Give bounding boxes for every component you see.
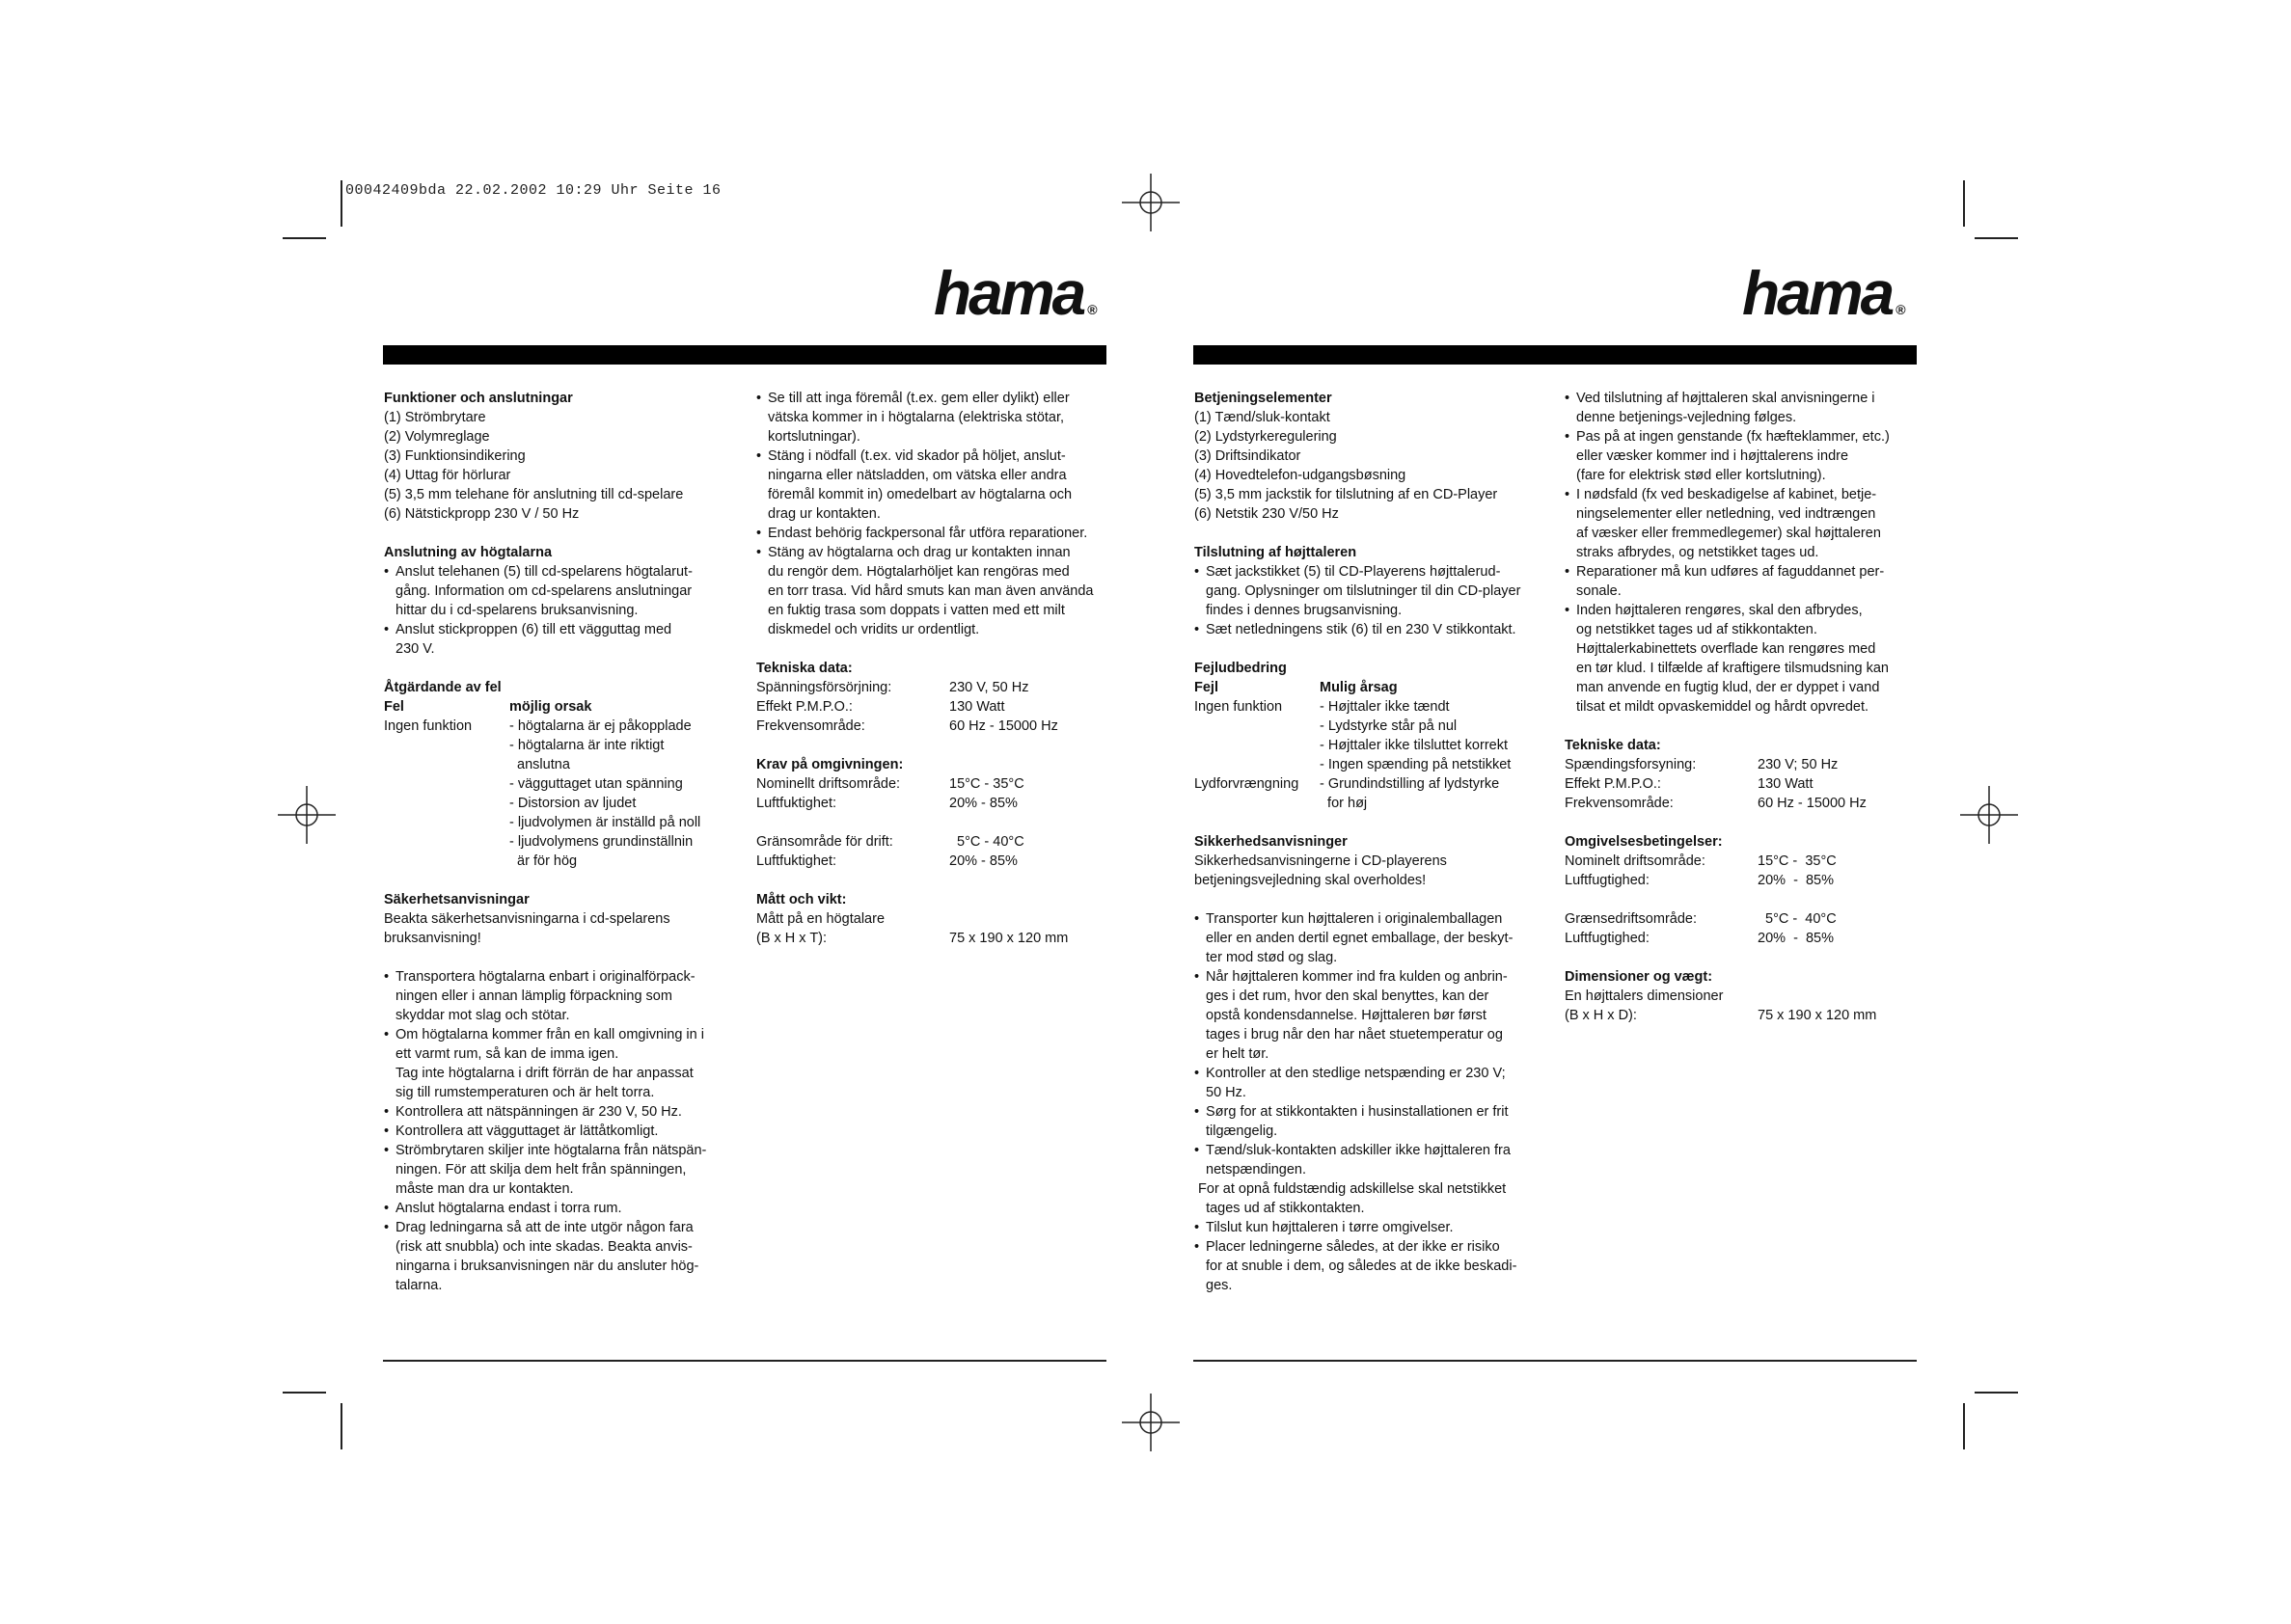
trouble-row (1194, 755, 1551, 774)
spacer (384, 524, 741, 543)
row-label: Luftfugtighed: (1565, 931, 1650, 946)
row-value: 130 Watt (949, 699, 1005, 715)
bullet-icon: • (1194, 969, 1200, 985)
section-heading: Omgivelsesbetingelser: (1565, 834, 1723, 850)
row-value: - Ingen spænding på netstikket (1320, 757, 1512, 772)
bullet-line: man anvende en fugtig klud, der er dyppet i vand (1576, 680, 1880, 695)
bullet-item (1565, 601, 1922, 717)
section-heading: Tekniske data: (1565, 738, 1661, 753)
bullet-icon: • (384, 1143, 390, 1158)
bullet-line: Tænd/sluk-kontakten adskiller ikke højttaleren fra (1206, 1143, 1511, 1158)
bullet-line: föremål kommit in) omedelbart av högtalarna och (768, 487, 1073, 502)
trouble-row (384, 717, 741, 736)
registration-mark-icon (1960, 786, 2018, 844)
bullet-line: kortslutningar). (768, 429, 860, 445)
bullet-item (1194, 620, 1551, 639)
spacer (1565, 813, 1922, 832)
row-label: Frekvensområde: (1565, 796, 1674, 811)
spacer (756, 813, 1113, 832)
bullet-item (1565, 389, 1922, 427)
bullet-item (1565, 427, 1922, 485)
row-value: anslutna (509, 757, 570, 772)
row-value: - Lydstyrke står på nul (1320, 718, 1458, 734)
spacer (756, 639, 1113, 659)
row-label (384, 755, 509, 774)
row-value: 75 x 190 x 120 mm (949, 931, 1069, 946)
text-line: (2) Volymreglage (384, 429, 490, 445)
spec-row (1565, 852, 1922, 871)
bullet-icon: • (1194, 1143, 1200, 1158)
row-value: 60 Hz - 15000 Hz (949, 718, 1058, 734)
bullet-icon: • (1194, 1066, 1200, 1081)
bullet-item (384, 1122, 741, 1141)
text-line: (5) 3,5 mm telehane för anslutning till cd-spelare (384, 487, 684, 502)
bullet-line: ningarna i bruksanvisningen när du ansluter hög- (395, 1259, 699, 1274)
bullet-line: I nødsfald (fx ved beskadigelse af kabinet, betje- (1576, 487, 1877, 502)
bullet-line: diskmedel och vridits ur ordentligt. (768, 622, 980, 637)
row-label: Fel (384, 699, 404, 715)
bullet-line: Endast behörig fackpersonal får utföra reparationer. (768, 526, 1088, 541)
bullet-item (384, 620, 741, 659)
bullet-line: og netstikket tages ud af stikkontakten. (1576, 622, 1817, 637)
row-value: 60 Hz - 15000 Hz (1758, 796, 1867, 811)
row-label (1194, 755, 1320, 774)
bullet-icon: • (384, 622, 390, 637)
spacer (1565, 948, 1922, 967)
bullet-line: Om högtalarna kommer från en kall omgivning in i (395, 1027, 704, 1042)
row-value: är för hög (509, 853, 578, 869)
spec-row (756, 678, 1113, 697)
bullet-icon: • (756, 545, 762, 560)
bullet-line: Når højttaleren kommer ind fra kulden og anbrin- (1206, 969, 1508, 985)
bullet-line: er helt tør. (1206, 1046, 1269, 1062)
bullet-icon: • (756, 448, 762, 464)
row-value: 75 x 190 x 120 mm (1758, 1008, 1877, 1023)
spacer (384, 659, 741, 678)
bullet-line: af væsker eller fremmedlegemer) skal højttaleren (1576, 526, 1881, 541)
row-label: Effekt P.M.P.O.: (756, 699, 853, 715)
bullet-item (1194, 967, 1551, 1064)
bullet-icon: • (1194, 1104, 1200, 1120)
row-label (384, 832, 509, 852)
bullet-line: ges. (1206, 1278, 1233, 1293)
hama-logo-right: hama ® (1742, 258, 1906, 328)
bullet-line: Inden højttaleren rengøres, skal den afbrydes, (1576, 603, 1863, 618)
crop-mark (1975, 237, 2018, 239)
bullet-item (1194, 562, 1551, 620)
section-heading: Dimensioner og vægt: (1565, 969, 1713, 985)
bullet-line: ningen eller i annan lämplig förpackning som (395, 988, 672, 1004)
text-line: Sikkerhedsanvisningerne i CD-playerens (1194, 853, 1447, 869)
text-line: (3) Driftsindikator (1194, 448, 1301, 464)
header-bar-right (1193, 345, 1917, 365)
row-label: (B x H x D): (1565, 1008, 1637, 1023)
bullet-line: 230 V. (395, 641, 435, 657)
text-line: tages ud af stikkontakten. (1194, 1201, 1365, 1216)
trouble-row (1194, 717, 1551, 736)
bullet-line: sig till rumstemperaturen och är helt torra. (395, 1085, 655, 1100)
bullet-line: Strömbrytaren skiljer inte högtalarna från nätspän- (395, 1143, 707, 1158)
text-line: (2) Lydstyrkeregulering (1194, 429, 1337, 445)
spacer (756, 736, 1113, 755)
trouble-row (1194, 697, 1551, 717)
bullet-item (756, 447, 1113, 524)
trouble-row (384, 774, 741, 794)
bullet-line: Tilslut kun højttaleren i tørre omgivelser. (1206, 1220, 1454, 1235)
bullet-line: (risk att snubbla) och inte skadas. Beakta anvis- (395, 1239, 693, 1255)
bullet-line: ningselementer eller netledning, ved indtrængen (1576, 506, 1876, 522)
bullet-line: vätska kommer in i högtalarna (elektriska stötar, (768, 410, 1065, 425)
row-label (384, 813, 509, 832)
footer-rule-right (1193, 1360, 1917, 1362)
bullet-line: Transporter kun højttaleren i originalemballagen (1206, 911, 1503, 927)
bullet-icon: • (1194, 1220, 1200, 1235)
bullet-item (1194, 1237, 1551, 1295)
bullet-icon: • (384, 1123, 390, 1139)
bullet-line: eller en anden dertil egnet emballage, der beskyt- (1206, 931, 1514, 946)
row-value: for høj (1320, 796, 1368, 811)
bullet-line: talarna. (395, 1278, 443, 1293)
bullet-line: du rengör dem. Högtalarhöljet kan rengöras med (768, 564, 1070, 580)
bullet-line: Kontrollera att vägguttaget är lättåtkomligt. (395, 1123, 659, 1139)
row-value: Mulig årsag (1320, 680, 1398, 695)
row-value: 5°C - 40°C (949, 834, 1024, 850)
bullet-line: en fuktig trasa som doppats i vatten med ett milt (768, 603, 1065, 618)
text-line: (6) Netstik 230 V/50 Hz (1194, 506, 1339, 522)
bullet-line: ter mod stød og slag. (1206, 950, 1338, 965)
bullet-icon: • (384, 1220, 390, 1235)
text-line: (3) Funktionsindikering (384, 448, 526, 464)
bullet-line: tilgængelig. (1206, 1123, 1278, 1139)
bullet-line: Transportera högtalarna enbart i originalförpack- (395, 969, 695, 985)
spec-row (1565, 871, 1922, 890)
spec-row (1565, 929, 1922, 948)
bullet-icon: • (1565, 564, 1570, 580)
bullet-item (1565, 485, 1922, 562)
bullet-line: for at snuble i dem, og således at de ikke beskadi- (1206, 1259, 1517, 1274)
bullet-line: Se till att inga föremål (t.ex. gem eller dylikt) eller (768, 391, 1070, 406)
spacer (1194, 639, 1551, 659)
bullet-line: gång. Information om cd-spelarens anslutningar (395, 583, 693, 599)
bullet-item (1194, 909, 1551, 967)
bullet-line: Pas på at ingen genstande (fx hæfteklammer, etc.) (1576, 429, 1890, 445)
row-value: 20% - 85% (1758, 931, 1834, 946)
row-value: möjlig orsak (509, 699, 592, 715)
bullet-line: Anslut stickproppen (6) till ett vägguttag med (395, 622, 672, 637)
spec-row (756, 852, 1113, 871)
text-line: (4) Hovedtelefon-udgangsbøsning (1194, 468, 1406, 483)
bullet-line: Anslut högtalarna endast i torra rum. (395, 1201, 622, 1216)
row-value: 5°C - 40°C (1758, 911, 1837, 927)
text-line: Beakta säkerhetsanvisningarna i cd-spelarens (384, 911, 670, 927)
bullet-line: (fare for elektrisk stød eller kortslutning). (1576, 468, 1826, 483)
column-swedish-2 (756, 389, 1113, 948)
text-line: (1) Strömbrytare (384, 410, 486, 425)
row-label: Nominelt driftsområde: (1565, 853, 1705, 869)
bullet-line: sonale. (1576, 583, 1622, 599)
bullet-icon: • (1194, 564, 1200, 580)
bullet-icon: • (1194, 911, 1200, 927)
column-danish-2 (1565, 389, 1922, 1025)
bullet-line: ett varmt rum, så kan de imma igen. (395, 1046, 619, 1062)
bullet-line: ningarna eller nätsladden, om vätska eller andra (768, 468, 1067, 483)
registration-mark-icon (1122, 174, 1180, 231)
bullet-icon: • (384, 564, 390, 580)
section-heading: Åtgärdande av fel (384, 680, 502, 695)
trouble-row (1194, 678, 1551, 697)
section-heading: Anslutning av högtalarna (384, 545, 553, 560)
bullet-line: Stäng av högtalarna och drag ur kontakten innan (768, 545, 1071, 560)
bullet-line: Kontroller at den stedlige netspænding er 230 V; (1206, 1066, 1506, 1081)
section-heading: Mått och vikt: (756, 892, 847, 907)
section-heading: Funktioner och anslutningar (384, 391, 573, 406)
bullet-icon: • (1565, 487, 1570, 502)
bullet-item (1194, 1102, 1551, 1141)
spacer (1194, 890, 1551, 909)
row-label (384, 852, 509, 871)
row-label (1194, 794, 1320, 813)
bullet-icon: • (756, 391, 762, 406)
bullet-item (384, 1218, 741, 1295)
crop-mark (341, 1403, 342, 1449)
row-label: Luftfuktighet: (756, 853, 837, 869)
bullet-line: drag ur kontakten. (768, 506, 881, 522)
row-value: - Højttaler ikke tilsluttet korrekt (1320, 738, 1508, 753)
bullet-line: skyddar mot slag och stötar. (395, 1008, 570, 1023)
row-value: 15°C - 35°C (949, 776, 1024, 792)
spec-row (756, 929, 1113, 948)
row-value: 15°C - 35°C (1758, 853, 1837, 869)
trouble-row (384, 736, 741, 755)
crop-mark (1963, 180, 1965, 227)
row-value: - högtalarna är ej påkopplade (509, 718, 692, 734)
row-label: Luftfugtighed: (1565, 873, 1650, 888)
bullet-line: Sæt netledningens stik (6) til en 230 V stikkontakt. (1206, 622, 1516, 637)
row-label: Spänningsförsörjning: (756, 680, 892, 695)
text-line: En højttalers dimensioner (1565, 988, 1724, 1004)
bullet-line: denne betjenings-vejledning følges. (1576, 410, 1797, 425)
bullet-item (1194, 1141, 1551, 1179)
header-bar-left (383, 345, 1106, 365)
section-heading: Tilslutning af højttaleren (1194, 545, 1357, 560)
bullet-line: en torr trasa. Vid hård smuts kan man även använda (768, 583, 1094, 599)
column-danish-1 (1194, 389, 1551, 1295)
column-swedish-1 (384, 389, 741, 1295)
trouble-row (384, 832, 741, 852)
bullet-line: Tag inte högtalarna i drift förrän de har anpassat (395, 1066, 694, 1081)
text-line: (1) Tænd/sluk-kontakt (1194, 410, 1330, 425)
row-label: Frekvensområde: (756, 718, 865, 734)
bullet-item (384, 1102, 741, 1122)
bullet-item (756, 524, 1113, 543)
bullet-icon: • (384, 1027, 390, 1042)
bullet-line: tages i brug når den har nået stuetemperatur og (1206, 1027, 1503, 1042)
trouble-row (384, 697, 741, 717)
section-heading: Säkerhetsanvisningar (384, 892, 530, 907)
spec-row (756, 774, 1113, 794)
spec-row (1565, 774, 1922, 794)
row-label: Gränsområde för drift: (756, 834, 893, 850)
bullet-line: 50 Hz. (1206, 1085, 1246, 1100)
bullet-item (384, 1141, 741, 1199)
trouble-row (384, 852, 741, 871)
row-label: (B x H x T): (756, 931, 828, 946)
bullet-line: måste man dra ur kontakten. (395, 1181, 574, 1197)
row-label (1194, 736, 1320, 755)
row-label: Effekt P.M.P.O.: (1565, 776, 1661, 792)
spacer (384, 948, 741, 967)
bullet-icon: • (1194, 1239, 1200, 1255)
bullet-item (756, 543, 1113, 639)
row-label (384, 736, 509, 755)
bullet-line: en tør klud. I tilfælde af kraftigere tilsmudsning kan (1576, 661, 1889, 676)
row-label (384, 774, 509, 794)
bullet-item (1565, 562, 1922, 601)
hama-logo-left: hama ® (934, 258, 1098, 328)
row-label: Fejl (1194, 680, 1218, 695)
bullet-line: ges i det rum, hvor den skal benyttes, kan der (1206, 988, 1489, 1004)
trouble-row (1194, 794, 1551, 813)
spacer (1565, 890, 1922, 909)
trouble-row (384, 813, 741, 832)
bullet-icon: • (384, 1104, 390, 1120)
row-value: - Distorsion av ljudet (509, 796, 637, 811)
trouble-row (384, 755, 741, 774)
spec-row (756, 832, 1113, 852)
trouble-row (1194, 736, 1551, 755)
row-value: - ljudvolymens grundinställnin (509, 834, 694, 850)
crop-mark (1975, 1392, 2018, 1394)
trouble-row (1194, 774, 1551, 794)
section-heading: Sikkerhedsanvisninger (1194, 834, 1348, 850)
row-value: 20% - 85% (949, 853, 1018, 869)
bullet-icon: • (384, 969, 390, 985)
row-label: Luftfuktighet: (756, 796, 837, 811)
text-line: betjeningsvejledning skal overholdes! (1194, 873, 1427, 888)
row-value: - ljudvolymen är inställd på noll (509, 815, 701, 830)
registration-mark-icon (278, 786, 336, 844)
registration-mark-icon (1122, 1394, 1180, 1451)
row-value: - Højttaler ikke tændt (1320, 699, 1450, 715)
bullet-item (384, 1025, 741, 1102)
spec-row (756, 794, 1113, 813)
section-heading: Betjeningselementer (1194, 391, 1332, 406)
row-label: Ingen funktion (1194, 699, 1283, 715)
bullet-line: Anslut telehanen (5) till cd-spelarens högtalarut- (395, 564, 693, 580)
bullet-item (1194, 1218, 1551, 1237)
bullet-line: eller væsker kommer ind i højttalerens indre (1576, 448, 1849, 464)
bullet-line: Kontrollera att nätspänningen är 230 V, 50 Hz. (395, 1104, 682, 1120)
row-value: 230 V, 50 Hz (949, 680, 1029, 695)
bullet-line: tilsat et mildt opvaskemiddel og hårdt opvredet. (1576, 699, 1869, 715)
bullet-line: opstå kondensdannelse. Højttaleren bør først (1206, 1008, 1486, 1023)
row-label: Ingen funktion (384, 718, 473, 734)
row-label: Spændingsforsyning: (1565, 757, 1697, 772)
bullet-icon: • (1565, 391, 1570, 406)
bullet-line: Drag ledningarna så att de inte utgör någon fara (395, 1220, 694, 1235)
section-heading: Krav på omgivningen: (756, 757, 904, 772)
bullet-item (384, 562, 741, 620)
text-line: (5) 3,5 mm jackstik for tilslutning af en CD-Player (1194, 487, 1498, 502)
trouble-row (384, 794, 741, 813)
row-value: - vägguttaget utan spänning (509, 776, 683, 792)
bullet-line: Ved tilslutning af højttaleren skal anvisningerne i (1576, 391, 1875, 406)
text-line: bruksanvisning! (384, 931, 481, 946)
bullet-icon: • (384, 1201, 390, 1216)
bullet-icon: • (1565, 429, 1570, 445)
bullet-line: Sørg for at stikkontakten i husinstallationen er frit (1206, 1104, 1509, 1120)
section-heading: Fejludbedring (1194, 661, 1287, 676)
row-label (384, 794, 509, 813)
spec-row (1565, 755, 1922, 774)
crop-mark (283, 1392, 326, 1394)
spec-row (1565, 1006, 1922, 1025)
bullet-item (1194, 1064, 1551, 1102)
bullet-line: Stäng i nödfall (t.ex. vid skador på höljet, anslut- (768, 448, 1066, 464)
crop-mark (283, 237, 326, 239)
row-label (1194, 717, 1320, 736)
row-value: 130 Watt (1758, 776, 1814, 792)
bullet-line: gang. Oplysninger om tilslutninger til din CD-player (1206, 583, 1521, 599)
spacer (384, 871, 741, 890)
bullet-line: ningen. För att skilja dem helt från spänningen, (395, 1162, 687, 1177)
row-value: 20% - 85% (1758, 873, 1834, 888)
text-line: (4) Uttag för hörlurar (384, 468, 511, 483)
printer-slug: 00042409bda 22.02.2002 10:29 Uhr Seite 16 (345, 182, 722, 199)
bullet-item (384, 967, 741, 1025)
crop-mark (1963, 1403, 1965, 1449)
bullet-icon: • (1194, 622, 1200, 637)
bullet-line: hittar du i cd-spelarens bruksanvisning. (395, 603, 639, 618)
bullet-line: straks afbrydes, og netstikket tages ud. (1576, 545, 1819, 560)
row-value: 20% - 85% (949, 796, 1018, 811)
bullet-line: Reparationer må kun udføres af faguddannet per- (1576, 564, 1885, 580)
text-line: For at opnå fuldstændig adskillelse skal netstikket (1194, 1181, 1507, 1197)
bullet-line: Placer ledningerne således, at der ikke er risiko (1206, 1239, 1500, 1255)
row-value: - högtalarna är inte riktigt (509, 738, 665, 753)
bullet-line: netspændingen. (1206, 1162, 1306, 1177)
bullet-line: Højttalerkabinettets overflade kan rengøres med (1576, 641, 1876, 657)
bullet-item (384, 1199, 741, 1218)
spacer (1194, 813, 1551, 832)
bullet-line: Sæt jackstikket (5) til CD-Playerens højttalerud- (1206, 564, 1501, 580)
spacer (756, 871, 1113, 890)
text-line: (6) Nätstickpropp 230 V / 50 Hz (384, 506, 580, 522)
spec-row (1565, 794, 1922, 813)
spec-row (756, 697, 1113, 717)
spacer (1565, 717, 1922, 736)
bullet-icon: • (756, 526, 762, 541)
spec-row (756, 717, 1113, 736)
spec-row (1565, 909, 1922, 929)
spacer (1194, 524, 1551, 543)
section-heading: Tekniska data: (756, 661, 853, 676)
bullet-line: findes i dennes brugsanvisning. (1206, 603, 1403, 618)
row-value: - Grundindstilling af lydstyrke (1320, 776, 1500, 792)
text-line: Mått på en högtalare (756, 911, 886, 927)
bullet-item (756, 389, 1113, 447)
bullet-icon: • (1565, 603, 1570, 618)
row-value: 230 V; 50 Hz (1758, 757, 1839, 772)
crop-mark (341, 180, 342, 227)
row-label: Nominellt driftsområde: (756, 776, 901, 792)
row-label: Grænsedriftsområde: (1565, 911, 1697, 927)
row-label: Lydforvrængning (1194, 776, 1299, 792)
footer-rule-left (383, 1360, 1106, 1362)
